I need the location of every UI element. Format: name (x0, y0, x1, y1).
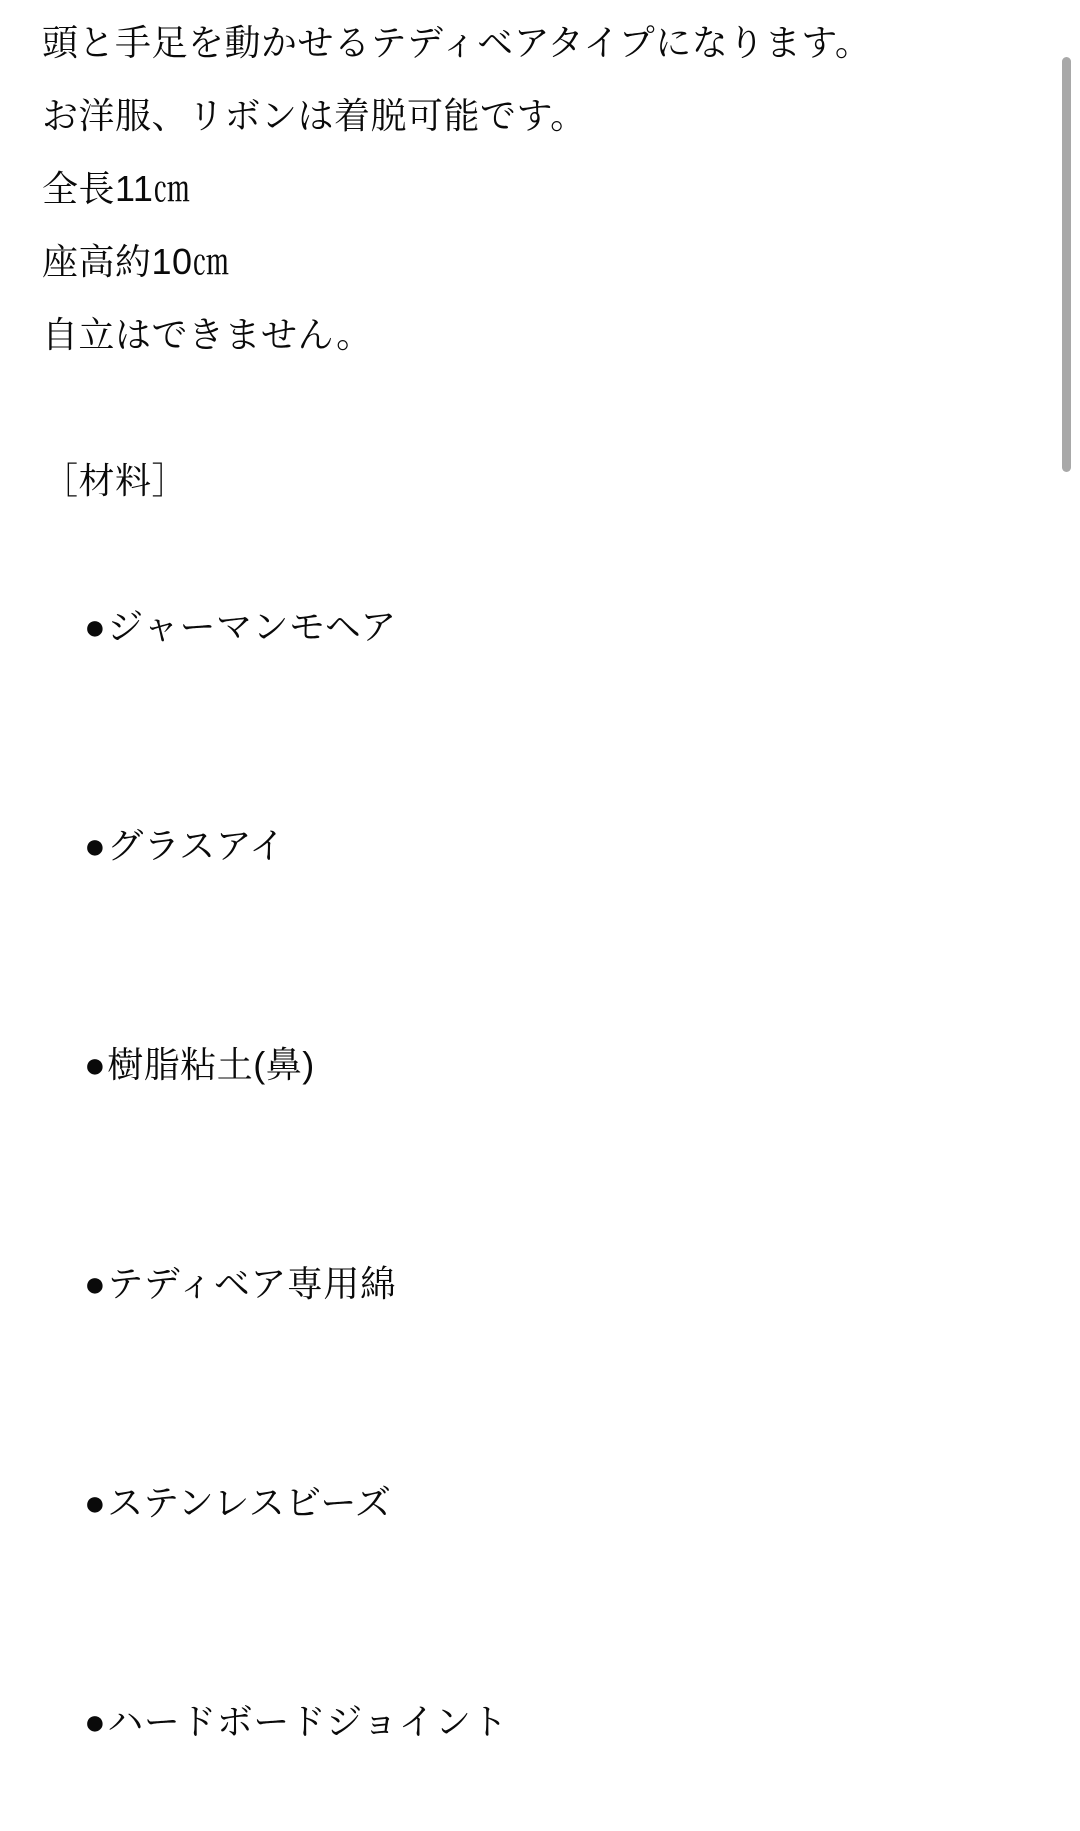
sitting-height-line: 座高約10㎝ (42, 241, 230, 282)
bullet-icon: ● (84, 1263, 107, 1304)
bullet-icon: ● (84, 1482, 107, 1523)
material-label: ハードボードジョイント (107, 1701, 509, 1742)
scrollbar-thumb[interactable] (1062, 57, 1071, 472)
bullet-icon: ● (84, 606, 107, 647)
material-label: テディベア専用綿 (107, 1263, 397, 1304)
material-label: 樹脂粘土(鼻) (107, 1044, 315, 1085)
material-label: ステンレスビーズ (107, 1482, 392, 1523)
blank-line (42, 371, 1000, 444)
bullet-icon: ● (84, 1701, 107, 1742)
material-label: グラスアイ (107, 825, 286, 866)
bullet-icon: ● (84, 825, 107, 866)
description-line: 自立はできません。 (42, 314, 373, 355)
material-item (42, 1393, 1000, 1612)
bullet-icon: ● (84, 1044, 107, 1085)
total-length-line: 全長11㎝ (42, 168, 190, 209)
material-item (42, 517, 1000, 736)
materials-heading: ［材料］ (42, 460, 189, 501)
description-line: お洋服、リボンは着脱可能です。 (42, 95, 587, 136)
product-description (42, 6, 1000, 1831)
description-line: 頭と手足を動かせるテディベアタイプになります。 (42, 22, 872, 63)
material-item (42, 955, 1000, 1174)
material-item (42, 1612, 1000, 1831)
material-item (42, 736, 1000, 955)
material-item (42, 1174, 1000, 1393)
material-label: ジャーマンモヘア (107, 606, 397, 647)
